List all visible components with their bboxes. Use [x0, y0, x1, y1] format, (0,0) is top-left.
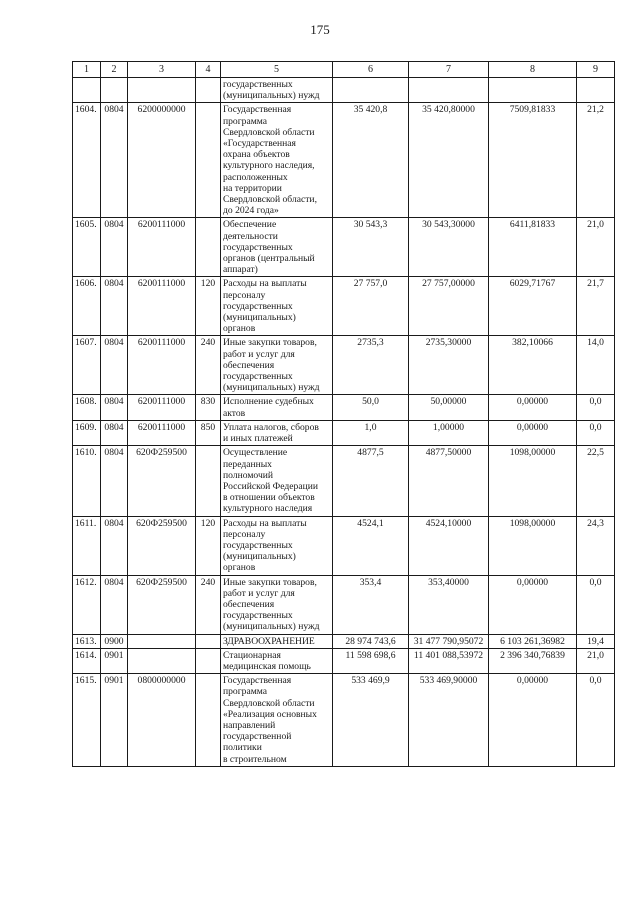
budget-table	[72, 61, 615, 767]
expense-type-code	[196, 674, 221, 767]
execution-percent	[577, 78, 615, 103]
row-number: 1607.	[73, 336, 101, 395]
expense-type-code	[196, 634, 221, 648]
section-code: 0804	[101, 395, 128, 420]
target-article-code	[128, 78, 196, 103]
revised-amount: 27 757,00000	[409, 277, 489, 336]
table-body	[73, 78, 615, 767]
table-row	[73, 516, 615, 575]
item-name: Расходы на выплаты персоналу государственных (муниципальных) органов	[221, 516, 333, 575]
execution-percent: 19,4	[577, 634, 615, 648]
executed-amount: 0,00000	[489, 575, 577, 634]
executed-amount: 6029,71767	[489, 277, 577, 336]
column-header-4: 4	[196, 62, 221, 78]
execution-percent: 0,0	[577, 395, 615, 420]
execution-percent: 21,2	[577, 103, 615, 218]
planned-amount: 4524,1	[333, 516, 409, 575]
item-name: Исполнение судебных актов	[221, 395, 333, 420]
expense-type-code: 120	[196, 277, 221, 336]
item-name: Иные закупки товаров, работ и услуг для обеспечения государственных (муниципальных) нужд	[221, 336, 333, 395]
revised-amount: 4877,50000	[409, 446, 489, 516]
execution-percent: 21,0	[577, 648, 615, 673]
execution-percent: 21,7	[577, 277, 615, 336]
column-header-9: 9	[577, 62, 615, 78]
column-header-5: 5	[221, 62, 333, 78]
execution-percent: 0,0	[577, 420, 615, 445]
section-code: 0900	[101, 634, 128, 648]
row-number: 1606.	[73, 277, 101, 336]
execution-percent: 14,0	[577, 336, 615, 395]
planned-amount	[333, 78, 409, 103]
target-article-code	[128, 648, 196, 673]
page-number: 175	[310, 22, 330, 37]
item-name: Обеспечение деятельности государственных органов (центральный аппарат)	[221, 218, 333, 277]
expense-type-code: 120	[196, 516, 221, 575]
executed-amount: 6411,81833	[489, 218, 577, 277]
planned-amount: 2735,3	[333, 336, 409, 395]
column-header-6: 6	[333, 62, 409, 78]
revised-amount: 2735,30000	[409, 336, 489, 395]
execution-percent: 24,3	[577, 516, 615, 575]
planned-amount: 4877,5	[333, 446, 409, 516]
target-article-code: 6200000000	[128, 103, 196, 218]
revised-amount: 30 543,30000	[409, 218, 489, 277]
planned-amount: 353,4	[333, 575, 409, 634]
planned-amount: 35 420,8	[333, 103, 409, 218]
section-code: 0804	[101, 218, 128, 277]
revised-amount	[409, 78, 489, 103]
table-row	[73, 395, 615, 420]
revised-amount: 533 469,90000	[409, 674, 489, 767]
table-row	[73, 336, 615, 395]
expense-type-code	[196, 218, 221, 277]
row-number: 1611.	[73, 516, 101, 575]
section-code: 0804	[101, 277, 128, 336]
executed-amount: 1098,00000	[489, 446, 577, 516]
item-name: ЗДРАВООХРАНЕНИЕ	[221, 634, 333, 648]
section-code: 0804	[101, 103, 128, 218]
column-header-2: 2	[101, 62, 128, 78]
revised-amount: 31 477 790,95072	[409, 634, 489, 648]
revised-amount: 35 420,80000	[409, 103, 489, 218]
executed-amount: 382,10066	[489, 336, 577, 395]
column-header-7: 7	[409, 62, 489, 78]
execution-percent: 21,0	[577, 218, 615, 277]
expense-type-code: 830	[196, 395, 221, 420]
target-article-code: 6200111000	[128, 420, 196, 445]
target-article-code: 6200111000	[128, 395, 196, 420]
expense-type-code: 240	[196, 575, 221, 634]
row-number: 1614.	[73, 648, 101, 673]
table-row	[73, 634, 615, 648]
section-code: 0901	[101, 674, 128, 767]
row-number: 1608.	[73, 395, 101, 420]
section-code	[101, 78, 128, 103]
planned-amount: 27 757,0	[333, 277, 409, 336]
row-number: 1609.	[73, 420, 101, 445]
table-row	[73, 446, 615, 516]
planned-amount: 533 469,9	[333, 674, 409, 767]
revised-amount: 353,40000	[409, 575, 489, 634]
column-header-3: 3	[128, 62, 196, 78]
row-number: 1612.	[73, 575, 101, 634]
table-row	[73, 420, 615, 445]
row-number	[73, 78, 101, 103]
execution-percent: 0,0	[577, 674, 615, 767]
executed-amount	[489, 78, 577, 103]
table-row	[73, 103, 615, 218]
target-article-code	[128, 634, 196, 648]
column-header-8: 8	[489, 62, 577, 78]
column-header-1: 1	[73, 62, 101, 78]
planned-amount: 11 598 698,6	[333, 648, 409, 673]
planned-amount: 50,0	[333, 395, 409, 420]
item-name: Уплата налогов, сборов и иных платежей	[221, 420, 333, 445]
executed-amount: 0,00000	[489, 395, 577, 420]
target-article-code: 620Ф259500	[128, 575, 196, 634]
expense-type-code	[196, 78, 221, 103]
row-number: 1613.	[73, 634, 101, 648]
item-name: Государственная программа Свердловской области «Реализация основных направлений государственной политики в строительном	[221, 674, 333, 767]
header-row	[73, 62, 615, 78]
executed-amount: 6 103 261,36982	[489, 634, 577, 648]
expense-type-code: 240	[196, 336, 221, 395]
item-name: Осуществление переданных полномочий Российской Федерации в отношении объектов культурного наследия	[221, 446, 333, 516]
row-number: 1604.	[73, 103, 101, 218]
table-row	[73, 575, 615, 634]
revised-amount: 1,00000	[409, 420, 489, 445]
execution-percent: 0,0	[577, 575, 615, 634]
target-article-code: 0800000000	[128, 674, 196, 767]
section-code: 0804	[101, 575, 128, 634]
executed-amount: 7509,81833	[489, 103, 577, 218]
planned-amount: 1,0	[333, 420, 409, 445]
expense-type-code: 850	[196, 420, 221, 445]
section-code: 0804	[101, 516, 128, 575]
executed-amount: 2 396 340,76839	[489, 648, 577, 673]
target-article-code: 6200111000	[128, 218, 196, 277]
item-name: Иные закупки товаров, работ и услуг для обеспечения государственных (муниципальных) нужд	[221, 575, 333, 634]
table-row	[73, 78, 615, 103]
planned-amount: 30 543,3	[333, 218, 409, 277]
revised-amount: 50,00000	[409, 395, 489, 420]
table-row	[73, 218, 615, 277]
section-code: 0804	[101, 336, 128, 395]
section-code: 0804	[101, 446, 128, 516]
row-number: 1610.	[73, 446, 101, 516]
table-header	[73, 62, 615, 78]
target-article-code: 6200111000	[128, 336, 196, 395]
target-article-code: 6200111000	[128, 277, 196, 336]
table-row	[73, 277, 615, 336]
target-article-code: 620Ф259500	[128, 446, 196, 516]
section-code: 0804	[101, 420, 128, 445]
item-name: Стационарная медицинская помощь	[221, 648, 333, 673]
execution-percent: 22,5	[577, 446, 615, 516]
revised-amount: 4524,10000	[409, 516, 489, 575]
table-row	[73, 648, 615, 673]
row-number: 1615.	[73, 674, 101, 767]
expense-type-code	[196, 446, 221, 516]
item-name: государственных (муниципальных) нужд	[221, 78, 333, 103]
section-code: 0901	[101, 648, 128, 673]
row-number: 1605.	[73, 218, 101, 277]
expense-type-code	[196, 648, 221, 673]
item-name: Государственная программа Свердловской области «Государственная охрана объектов культурного наследия, расположенных на территории Свердловской области, до 2024 года»	[221, 103, 333, 218]
executed-amount: 1098,00000	[489, 516, 577, 575]
executed-amount: 0,00000	[489, 674, 577, 767]
table-row	[73, 674, 615, 767]
item-name: Расходы на выплаты персоналу государственных (муниципальных) органов	[221, 277, 333, 336]
target-article-code: 620Ф259500	[128, 516, 196, 575]
expense-type-code	[196, 103, 221, 218]
planned-amount: 28 974 743,6	[333, 634, 409, 648]
revised-amount: 11 401 088,53972	[409, 648, 489, 673]
executed-amount: 0,00000	[489, 420, 577, 445]
